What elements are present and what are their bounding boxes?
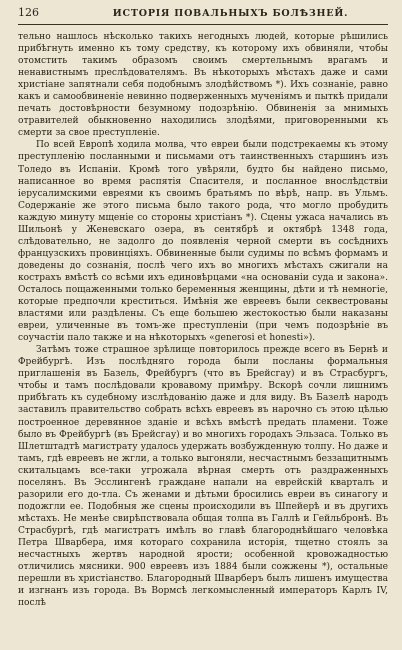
page-header xyxy=(18,6,388,22)
paragraph: тельно нашлось нѣсколько такихъ негодныхъ людей, которые рѣшились прибѣгнуть именно къ тому средству, къ которому ихъ обвиняли, чтобы отомстить такимъ образомъ своимъ смертельнымъ врагамъ и ненавистнымъ преслѣдователямъ. Въ нѣкоторыхъ мѣстахъ даже и сами христіане запятнали себя подобнымъ злодѣйствомъ *). Ихъ сознаніе, равно какъ и самообвиненіе невинно подверженныхъ мученіямъ и пыткѣ придали печать достовѣрности безумному подозрѣнію. Обвиненія за мнимыхъ отравителей обыкновенно находились злодѣями, приговоренными къ смерти за свое преступленіе. xyxy=(18,32,388,139)
paragraph: По всей Европѣ ходила молва, что евреи были подстрекаемы къ этому преступленію посланными и письмами отъ таинственныхъ старшинъ изъ Толедо въ Испаніи. Кромѣ того увѣряли, будто бы найдено письмо, написанное во время распятія Спасителя, и посланное внослѣдствіи іерусалимскими евреями къ своимъ братьямъ по вѣрѣ, напр. въ Ульмъ. Содержаніе же этого письма было такого рода, что могло пробудить каждую минуту мщеніе со стороны христіанъ *). Сцены ужаса начались въ Шильонѣ у Женевскаго озера, въ сентябрѣ и октябрѣ 1348 года, слѣдовательно, не задолго до появленія черной смерти въ сосѣднихъ французскихъ провинціяхъ. Обвиненные были судимы по всѣмъ формамъ и доведены до сознанія, послѣ чего ихъ во многихъ мѣстахъ сжигали на кострахъ вмѣстѣ со всѣми ихъ единовѣрцами «на основаніи суда и закона». Осталось пощаженными только беременныя женщины, дѣти и тѣ немногіе, которые предпочли креститься. Имѣнія же евреевъ были секвестрованы властями или раздѣлены. Съ еще большею жестокостью были наказаны евреи, уличенные въ томъ-же преступленіи (при чемъ подозрѣніе въ соучастіи пало также и на нѣкоторыхъ «generosi et honesti»). xyxy=(18,140,388,344)
page-number: 126 xyxy=(18,6,39,19)
header-rule xyxy=(18,24,388,25)
running-title: ИСТОРІЯ ПОВАЛЬНЫХЪ БОЛѢЗНЕЙ. xyxy=(112,8,349,19)
body-text xyxy=(18,31,388,609)
paragraph: Затѣмъ тоже страшное зрѣлище повторилось прежде всего въ Бернѣ и Фрейбургѣ. Изъ послѣдняго города были посланы формальныя приглашенія въ Базель, Фрейбургъ (что въ Брейсгау) и въ Страсбургъ, чтобы и тамъ послѣдовали кровавому примѣру. Вскорѣ сочли лишнимъ прибѣгать къ судебному изслѣдованію даже и для виду. Въ Базелѣ народъ заставилъ правительство собрать всѣхъ евреевъ въ нарочно съ этою цѣлью построенное деревянное зданіе и всѣхъ вмѣстѣ предать пламени. Тоже было въ Фрейбургѣ (въ Брейсгау) и во многихъ городахъ Эльзаса. Только въ Шлетштадтѣ магистрату удалось удержать возбужденную толпу. Но даже и тамъ, гдѣ евреевъ не жгли, а только выгоняли, несчастнымъ беззащитнымъ скитальцамъ все-таки угрожала вѣрная смерть отъ раздраженныхъ поселянъ. Въ Эсслингенѣ граждане напали на еврейскій кварталъ и разорили его до-тла. Съ женами и дѣтьми бросились евреи въ синагогу и подожгли ее. Подобныя же сцены происходили въ Шпейерѣ и въ другихъ мѣстахъ. Не менѣе свирѣпствовала общая толпа въ Галлѣ и Гейльбронѣ. Въ Страсбургѣ, гдѣ магистратъ имѣлъ во главѣ благороднѣйшаго человѣка Петра Шварбера, имя котораго сохранила исторія, тщетно стоялъ за несчастныхъ жертвъ народной ярости; особенной кровожадностью отличились мясники. 900 евреевъ изъ 1884 были сожжены *), остальные перешли въ христіанство. Благородный Шварберъ былъ лишенъ имущества и изгнанъ изъ города. Въ Вормсѣ легкомысленный императоръ Карлъ IV, послѣ xyxy=(18,345,388,609)
